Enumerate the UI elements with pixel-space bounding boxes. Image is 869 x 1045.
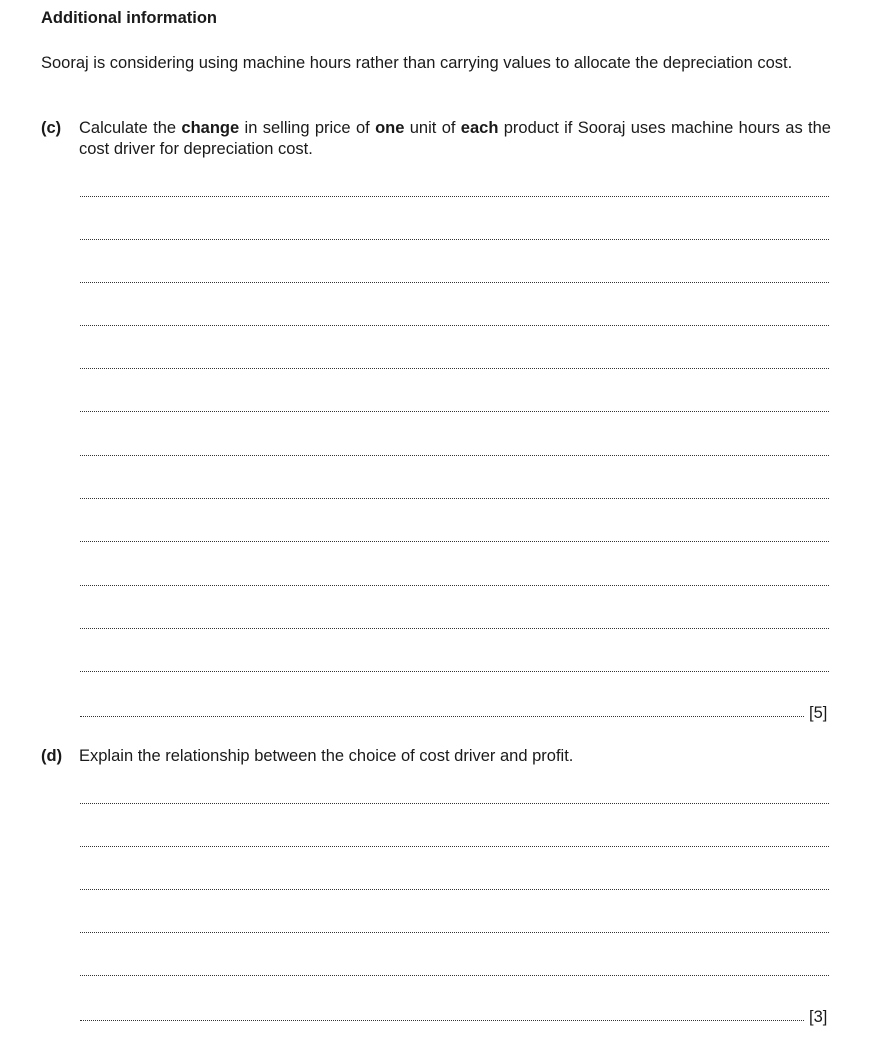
answer-line[interactable] xyxy=(80,585,829,586)
answer-line[interactable] xyxy=(80,239,829,240)
answer-line[interactable] xyxy=(80,325,829,326)
answer-line[interactable] xyxy=(80,975,829,976)
emphasis-change: change xyxy=(181,119,240,137)
question-d-text: Explain the relationship between the choice of cost driver and profit. xyxy=(79,747,574,765)
answer-line[interactable] xyxy=(80,411,829,412)
question-d-label: (d) xyxy=(41,747,63,765)
answer-line[interactable] xyxy=(80,716,804,717)
question-d xyxy=(41,746,831,767)
answer-line[interactable] xyxy=(80,282,829,283)
answer-line[interactable] xyxy=(80,541,829,542)
emphasis-one: one xyxy=(375,119,405,137)
answer-line[interactable] xyxy=(80,803,829,804)
answer-line[interactable] xyxy=(80,889,829,890)
marks-c: [5] xyxy=(809,704,828,722)
answer-line[interactable] xyxy=(80,932,829,933)
question-c xyxy=(41,118,831,160)
answer-line[interactable] xyxy=(80,196,829,197)
answer-line[interactable] xyxy=(80,455,829,456)
answer-line[interactable] xyxy=(80,628,829,629)
question-c-label: (c) xyxy=(41,119,62,137)
section-heading: Additional information xyxy=(41,9,217,27)
answer-line[interactable] xyxy=(80,498,829,499)
answer-line[interactable] xyxy=(80,671,829,672)
answer-line[interactable] xyxy=(80,1020,804,1021)
marks-d: [3] xyxy=(809,1008,828,1026)
emphasis-each: each xyxy=(460,119,499,137)
answer-line[interactable] xyxy=(80,846,829,847)
intro-paragraph: Sooraj is considering using machine hours rather than carrying values to allocate the depreciation cost. xyxy=(41,54,793,72)
answer-line[interactable] xyxy=(80,368,829,369)
question-c-text: Calculate the change in selling price of one unit of each product if Sooraj uses machine hours as the cost driver for depreciation cost. xyxy=(79,119,831,158)
